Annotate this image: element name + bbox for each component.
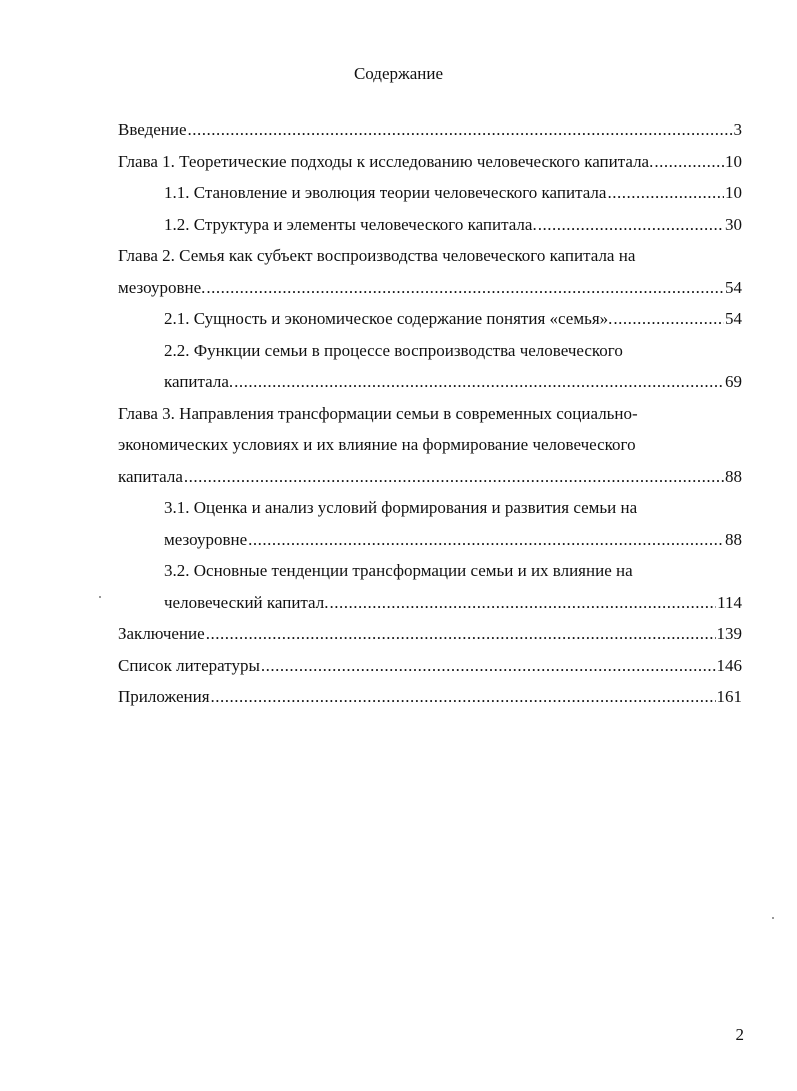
page-number: 2: [735, 1025, 744, 1044]
toc-entry-page: 3: [733, 120, 742, 139]
toc-entry-page: 88: [725, 529, 742, 549]
toc-entry-title-line-2: человеческий капитал.: [164, 592, 329, 612]
toc-entry-section-1-2: [164, 209, 742, 241]
toc-entry-page: 10: [725, 151, 742, 171]
dot-leader: [248, 524, 724, 556]
toc-entry-title: 2.1. Сущность и экономическое содержание понятия «семья».: [164, 309, 613, 328]
toc-entry-title: Список литературы: [118, 655, 260, 675]
toc-entry-chapter-1: [118, 146, 742, 178]
toc-entry-section-3-1: [164, 492, 742, 555]
dot-leader: [188, 114, 733, 146]
toc-entry-conclusion: [118, 618, 742, 650]
toc-entry-section-2-1: [164, 303, 742, 335]
toc-entry-page: 30: [725, 214, 742, 234]
dot-leader: [261, 650, 716, 682]
dot-leader: [613, 303, 724, 335]
dot-leader: [329, 587, 716, 619]
toc-entry-title-line-2: мезоуровне: [164, 529, 248, 549]
dot-leader: [654, 146, 724, 178]
toc-entry-chapter-3: [118, 398, 742, 493]
toc-entry-title: 1.2. Структура и элементы человеческого капитала.: [164, 214, 537, 234]
toc-entry-bibliography: [118, 650, 742, 682]
toc-entry-title: Приложения: [118, 687, 210, 706]
toc-entry-page: 10: [725, 183, 742, 202]
toc-entry-title-line-1: Глава 2. Семья как субъект воспроизводства человеческого капитала на: [118, 246, 636, 265]
toc-entry-title: Заключение: [118, 624, 205, 643]
toc-entry-page: 54: [725, 309, 742, 328]
dot-leader: [607, 177, 724, 209]
toc-entry-page: 88: [725, 466, 742, 486]
toc-entry-title-line-3: капитала: [118, 466, 183, 486]
toc-entry-title-line-1: 3.2. Основные тенденции трансформации семьи и их влияние на: [164, 561, 633, 580]
toc-entry-title-line-2: экономических условиях и их влияние на формирование человеческого: [118, 435, 636, 454]
toc-entry-page: 54: [725, 277, 742, 297]
table-of-contents: [118, 114, 742, 713]
toc-entry-introduction: [118, 114, 742, 146]
toc-entry-page: 114: [717, 592, 742, 612]
toc-title: Содержание: [353, 64, 444, 83]
toc-entry-title-line-2: капитала.: [164, 372, 234, 391]
toc-entry-section-3-2: [164, 555, 742, 618]
toc-entry-section-2-2: [164, 335, 742, 398]
toc-entry-title-line-2: мезоуровне.: [118, 277, 206, 297]
toc-entry-page: 139: [716, 624, 742, 643]
toc-entry-title: Глава 1. Теоретические подходы к исследованию человеческого капитала.: [118, 151, 654, 171]
toc-entry-page: 146: [716, 655, 742, 675]
toc-entry-chapter-2: [118, 240, 742, 303]
toc-entry-section-1-1: [164, 177, 742, 209]
toc-entry-title: Введение: [118, 120, 187, 139]
dot-leader: [206, 272, 724, 304]
dot-leader: [206, 618, 716, 650]
dot-leader: [234, 366, 724, 398]
toc-entry-title: 1.1. Становление и эволюция теории человеческого капитала: [164, 183, 607, 202]
dot-leader: [184, 461, 724, 493]
toc-entry-title-line-1: 2.2. Функции семьи в процессе воспроизводства человеческого: [164, 340, 623, 360]
scan-speck: [772, 917, 774, 919]
dot-leader: [211, 681, 716, 713]
scan-speck: [99, 596, 101, 598]
toc-entry-appendices: [118, 681, 742, 713]
dot-leader: [538, 209, 724, 241]
toc-entry-page: 161: [716, 687, 742, 706]
toc-entry-title-line-1: 3.1. Оценка и анализ условий формирования и развития семьи на: [164, 498, 638, 517]
toc-entry-page: 69: [725, 372, 742, 391]
toc-entry-title-line-1: Глава 3. Направления трансформации семьи в современных социально-: [118, 403, 638, 423]
